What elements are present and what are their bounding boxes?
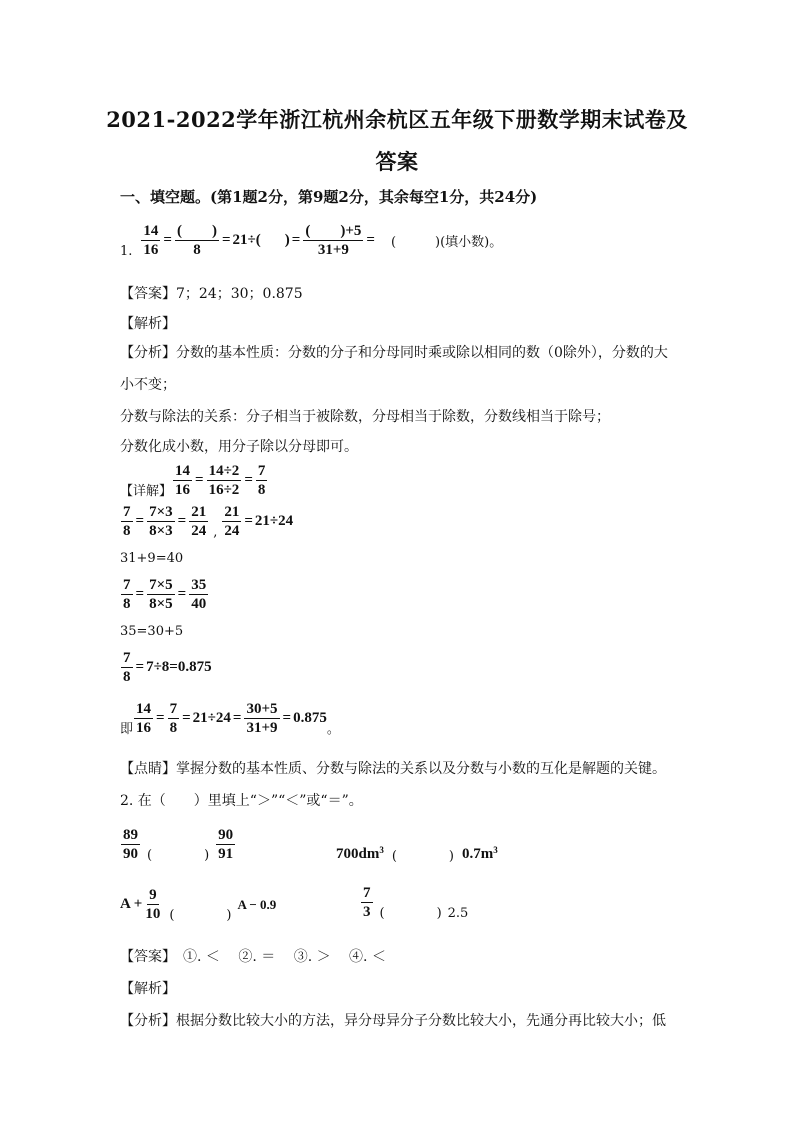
q2-part-2: 700dm $^3$ ( ) 0.7m $^3$ <box>336 845 498 864</box>
q2-answer: 【答案】 ①. ＜ ②. ＝ ③. ＞ ④. ＜ <box>120 949 386 965</box>
q2-jiexi: 【解析】 <box>120 981 176 997</box>
compare-blank[interactable]: ( ) <box>391 849 454 864</box>
section-heading: 一、填空题。(第1题2分，第9题2分，其余每空1分，共24分) <box>120 188 538 206</box>
q2-part-3: A + $\frac{9}{10}$ ( ) A − 0.9 <box>120 887 277 923</box>
q1-analysis-3: 分数与除法的关系：分子相当于被除数，分母相当于除数，分数线相当于除号； <box>120 409 610 425</box>
q2-part-4: $\frac{7}{3}$ ( ) 2.5 <box>363 885 469 921</box>
detail-line-5: 35=30+5 <box>120 624 184 639</box>
q1-mid: 21÷( <box>232 232 261 248</box>
q1-jiexi: 【解析】 <box>120 316 176 332</box>
page-title-line2: 答案 <box>375 149 419 174</box>
compare-blank[interactable]: ( ) <box>147 848 210 863</box>
q1-dianjing: 【点睛】掌握分数的基本性质、分数与除法的关系以及分数与小数的互化是解题的关键。 <box>120 761 666 777</box>
q1-analysis-4: 分数化成小数，用分子除以分母即可。 <box>120 439 358 455</box>
fraction-blank-2: $\frac{( )+5}{31+9}$ <box>305 223 362 258</box>
compare-blank[interactable]: ( ) <box>379 906 442 921</box>
fraction: $\frac{14}{16}$ <box>143 223 159 258</box>
q1-answer: 【答案】7；24；30；0.875 <box>120 286 303 302</box>
detail-line-1: 【详解】 $\frac{14}{16}$ = $\frac{14\div 2}{16\div 2}$ = $\frac{7}{8}$ <box>120 463 266 499</box>
fraction-blank: $\frac{( )}{8}$ <box>176 223 217 258</box>
q2-part-1: $\frac{89}{90}$ ( ) $\frac{90}{91}$ <box>123 827 234 863</box>
compare-blank[interactable]: ( ) <box>169 908 232 923</box>
q2-stem: 2. 在（ ）里填上“＞”“＜”或“＝”。 <box>120 793 363 809</box>
detail-line-7: 即 $\frac{14}{16}$ = $\frac{7}{8}$ = 21÷24 = $\frac{30+5}{31+9}$ = 0.875 。 <box>120 701 340 737</box>
page-title: 2021-2022学年浙江杭州余杭区五年级下册数学期末试卷及 <box>106 107 688 132</box>
q2-analysis-1: 【分析】根据分数比较大小的方法，异分母异分子分数比较大小，先通分再比较大小；低 <box>120 1013 666 1029</box>
detail-line-2: $\frac{7}{8}$ = $\frac{7\times 3}{8\times 3}$ = $\frac{21}{24}$ , $\frac{21}{24}$ = 21÷24 <box>123 504 294 540</box>
q1-number: 1. <box>120 244 133 259</box>
detail-line-4: $\frac{7}{8}$ = $\frac{7\times 5}{8\times 5}$ = $\frac{35}{40}$ <box>123 577 207 612</box>
q1-analysis-2: 小不变； <box>120 377 176 393</box>
q1-analysis-1: 【分析】分数的基本性质：分数的分子和分母同时乘或除以相同的数（0除外），分数的大 <box>120 345 668 361</box>
detail-line-6: $\frac{7}{8}$ = 7÷8=0.875 <box>123 650 212 685</box>
detail-line-3: 31+9=40 <box>120 551 184 566</box>
q1-tail: ( )(填小数)。 <box>390 235 503 250</box>
q1-equation: 1. $\frac{14}{16}$ = $\frac{( )}{8}$ = 21÷( ) = $\frac{( )+5}{31+9}$ = ( )(填小数)。 <box>120 223 503 259</box>
